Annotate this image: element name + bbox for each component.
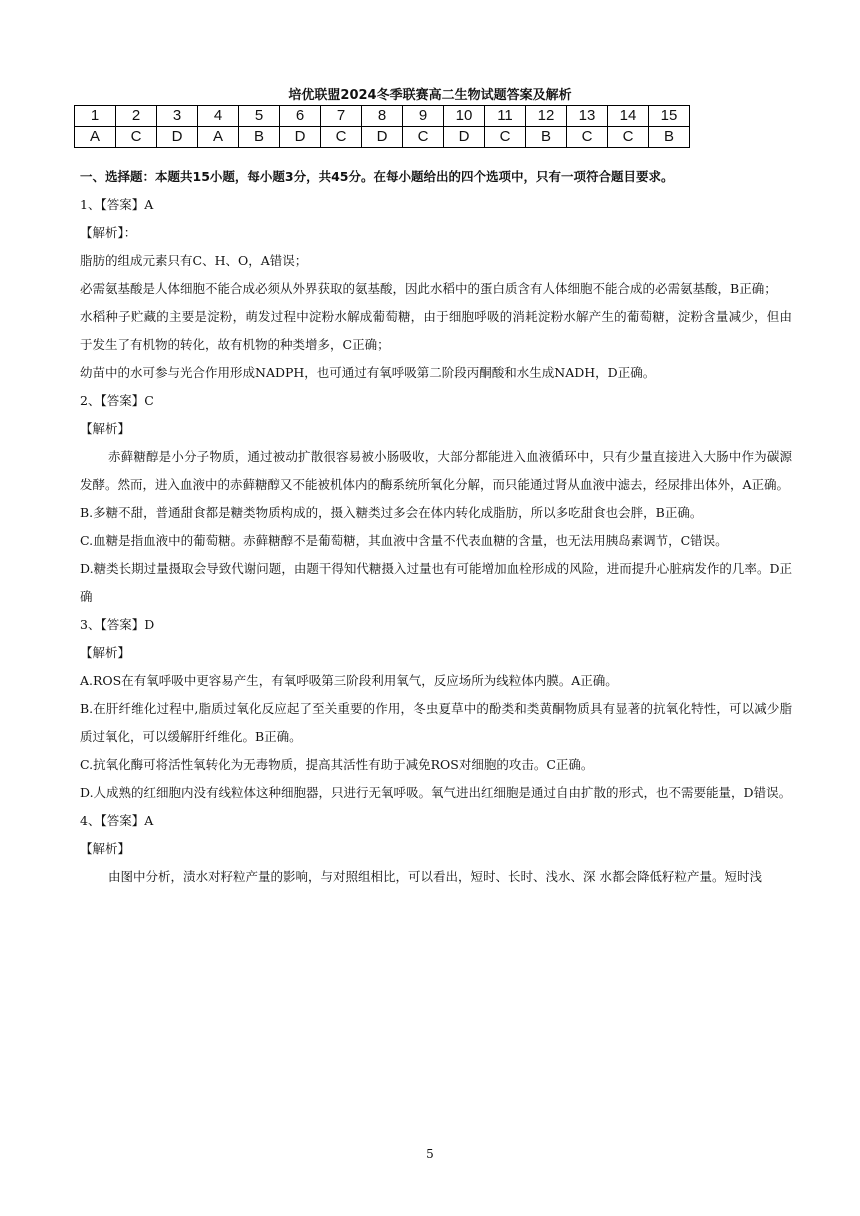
q4-analysis-label: 【解析】	[80, 841, 131, 856]
question-number-cell: 7	[321, 106, 362, 127]
question-number-cell: 1	[75, 106, 116, 127]
question-number-cell: 10	[444, 106, 485, 127]
q2-answer: 2、【答案】C	[80, 393, 154, 408]
q3-answer: 3、【答案】D	[80, 617, 155, 632]
q2-paragraph: B.多糖不甜，普通甜食都是糖类物质构成的，摄入糖类过多会在体内转化成脂肪，所以多吃甜食也会胖，B正确。	[80, 505, 703, 520]
answer-cell: B	[649, 127, 690, 148]
q3-paragraph: B.在肝纤维化过程中,脂质过氧化反应起了至关重要的作用，冬虫夏草中的酚类和类黄酮物质具有显著的抗氧化特性，可以减少脂质过氧化，可以缓解肝纤维化。B正确。	[80, 701, 792, 744]
q4-answer: 4、【答案】A	[80, 813, 154, 828]
question-number-cell: 3	[157, 106, 198, 127]
q3-analysis-label: 【解析】	[80, 645, 131, 660]
q3-paragraph: D.人成熟的红细胞内没有线粒体这种细胞器，只进行无氧呼吸。氧气进出红细胞是通过自由扩散的形式，也不需要能量，D错误。	[80, 785, 792, 800]
answer-cell: D	[444, 127, 485, 148]
answer-table	[74, 105, 690, 148]
q1-analysis-label: 【解析】：	[80, 225, 137, 240]
solutions-body	[80, 163, 792, 891]
answer-cell: C	[321, 127, 362, 148]
answer-cell: C	[485, 127, 526, 148]
q4-paragraph: 由图中分析，渍水对籽粒产量的影响，与对照组相比，可以看出，短时、长时、浅水、深 水都会降低籽粒产量。短时浅	[108, 869, 762, 884]
question-number-cell: 11	[485, 106, 526, 127]
answer-cell: D	[362, 127, 403, 148]
q2-paragraph: D.糖类长期过量摄取会导致代谢问题，由题干得知代糖摄入过量也有可能增加血栓形成的风险，进而提升心脏病发作的几率。D正确	[80, 561, 792, 604]
answer-cell: D	[157, 127, 198, 148]
answer-cell: C	[116, 127, 157, 148]
answer-cell: C	[403, 127, 444, 148]
q3-paragraph: C.抗氧化酶可将活性氧转化为无毒物质，提高其活性有助于减免ROS对细胞的攻击。C正确。	[80, 757, 594, 772]
answer-cell: A	[198, 127, 239, 148]
question-number-cell: 2	[116, 106, 157, 127]
q1-paragraph: 幼苗中的水可参与光合作用形成NADPH，也可通过有氧呼吸第二阶段丙酮酸和水生成NADH，D正确。	[80, 365, 656, 380]
question-number-cell: 13	[567, 106, 608, 127]
question-number-cell: 8	[362, 106, 403, 127]
question-number-cell: 4	[198, 106, 239, 127]
q2-paragraph: 赤藓糖醇是小分子物质，通过被动扩散很容易被小肠吸收，大部分都能进入血液循环中，只有少量直接进入大肠中作为碳源发酵。然而，进入血液中的赤藓糖醇又不能被机体内的酶系统所氧化分解，而只能通过肾从血液中滤去，经尿排出体外，A正确。	[80, 449, 792, 492]
answer-table-number-row	[75, 106, 690, 127]
q2-analysis-label: 【解析】	[80, 421, 131, 436]
question-number-cell: 12	[526, 106, 567, 127]
page-number: 5	[426, 1147, 434, 1161]
question-number-cell: 14	[608, 106, 649, 127]
answer-cell: D	[280, 127, 321, 148]
answer-cell: B	[239, 127, 280, 148]
question-number-cell: 5	[239, 106, 280, 127]
section-heading: 一、选择题：本题共15小题，每小题3分，共45分。在每小题给出的四个选项中，只有一项符合题目要求。	[80, 169, 674, 184]
question-number-cell: 15	[649, 106, 690, 127]
answer-cell: A	[75, 127, 116, 148]
question-number-cell: 6	[280, 106, 321, 127]
q1-paragraph: 脂肪的组成元素只有C、H、O，A错误；	[80, 253, 308, 268]
answer-cell: C	[567, 127, 608, 148]
question-number-cell: 9	[403, 106, 444, 127]
answer-cell: B	[526, 127, 567, 148]
answer-table-answer-row	[75, 127, 690, 148]
document-title: 培优联盟2024冬季联赛高二生物试题答案及解析	[288, 88, 572, 103]
q1-answer: 1、【答案】A	[80, 197, 154, 212]
answer-cell: C	[608, 127, 649, 148]
q1-paragraph: 水稻种子贮藏的主要是淀粉，萌发过程中淀粉水解成葡萄糖，由于细胞呼吸的消耗淀粉水解产生的葡萄糖，淀粉含量减少，但由于发生了有机物的转化，故有机物的种类增多，C正确；	[80, 309, 792, 352]
q2-paragraph: C.血糖是指血液中的葡萄糖。赤藓糖醇不是葡萄糖，其血液中含量不代表血糖的含量，也无法用胰岛素调节，C错误。	[80, 533, 728, 548]
q1-paragraph: 必需氨基酸是人体细胞不能合成必须从外界获取的氨基酸，因此水稻中的蛋白质含有人体细胞不能合成的必需氨基酸，B正确；	[80, 281, 777, 296]
q3-paragraph: A.ROS在有氧呼吸中更容易产生，有氧呼吸第三阶段利用氧气，反应场所为线粒体内膜。A正确。	[80, 673, 618, 688]
